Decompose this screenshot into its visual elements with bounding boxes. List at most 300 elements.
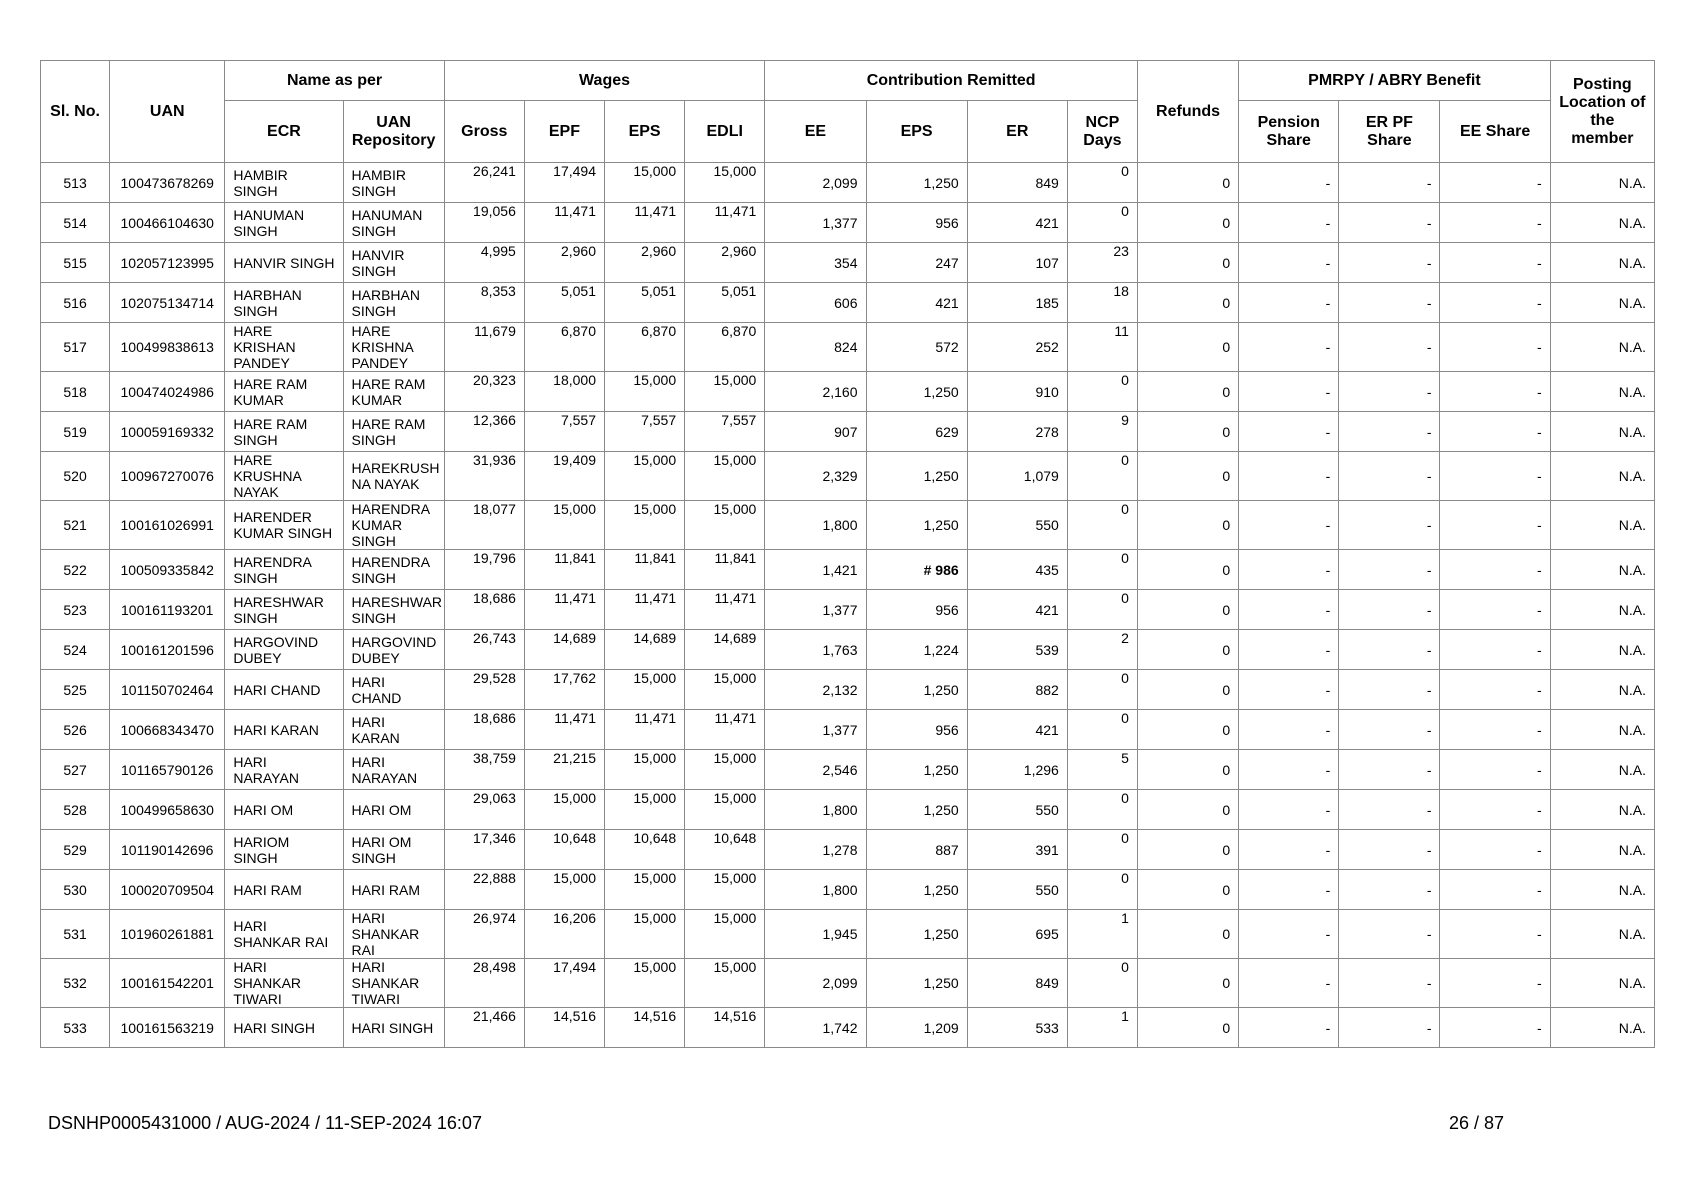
cell-uan: 100499838613	[110, 323, 225, 372]
cell-er-pf-share: -	[1339, 243, 1440, 283]
cell-uan: 100509335842	[110, 550, 225, 590]
cell-sl-no: 532	[41, 959, 110, 1008]
cell-sl-no: 529	[41, 830, 110, 870]
cell-er-pf-share: -	[1339, 670, 1440, 710]
cell-uan-repository-name: HARI KARAN	[343, 710, 444, 750]
table-row	[41, 790, 1655, 830]
cell-er: 252	[967, 323, 1067, 372]
document-reference: DSNHP0005431000 / AUG-2024 / 11-SEP-2024 16:07	[48, 1113, 482, 1133]
cell-ncp-days: 0	[1067, 372, 1137, 412]
cell-refunds: 0	[1137, 243, 1238, 283]
cell-er-pf-share: -	[1339, 550, 1440, 590]
cell-sl-no: 521	[41, 501, 110, 550]
cell-ecr-name: HANVIR SINGH	[225, 243, 343, 283]
cell-posting-location: N.A.	[1550, 501, 1654, 550]
cell-refunds: 0	[1137, 323, 1238, 372]
cell-edli: 5,051	[685, 283, 765, 323]
col-ncp-days: NCP Days	[1067, 101, 1137, 163]
cell-pension-share: -	[1239, 790, 1339, 830]
cell-er: 550	[967, 870, 1067, 910]
cell-epf: 11,841	[524, 550, 604, 590]
cell-contrib-eps: 1,224	[866, 630, 967, 670]
cell-ncp-days: 0	[1067, 959, 1137, 1008]
cell-sl-no: 526	[41, 710, 110, 750]
cell-ee: 1,945	[765, 910, 866, 959]
table-row	[41, 412, 1655, 452]
table-row	[41, 203, 1655, 243]
cell-uan: 101960261881	[110, 910, 225, 959]
cell-er: 849	[967, 163, 1067, 203]
cell-er-pf-share: -	[1339, 959, 1440, 1008]
cell-pension-share: -	[1239, 203, 1339, 243]
cell-uan: 101165790126	[110, 750, 225, 790]
cell-pension-share: -	[1239, 830, 1339, 870]
cell-edli: 15,000	[685, 750, 765, 790]
cell-gross: 4,995	[444, 243, 524, 283]
cell-er-pf-share: -	[1339, 1008, 1440, 1048]
col-ee: EE	[765, 101, 866, 163]
cell-eps: 11,841	[605, 550, 685, 590]
cell-ee-share: -	[1440, 412, 1550, 452]
cell-edli: 15,000	[685, 959, 765, 1008]
cell-er-pf-share: -	[1339, 203, 1440, 243]
cell-epf: 5,051	[524, 283, 604, 323]
cell-uan-repository-name: HARGOVIND DUBEY	[343, 630, 444, 670]
cell-ee-share: -	[1440, 590, 1550, 630]
cell-ee-share: -	[1440, 283, 1550, 323]
cell-er-pf-share: -	[1339, 283, 1440, 323]
table-row	[41, 283, 1655, 323]
cell-refunds: 0	[1137, 1008, 1238, 1048]
cell-er: 421	[967, 710, 1067, 750]
cell-gross: 31,936	[444, 452, 524, 501]
cell-posting-location: N.A.	[1550, 412, 1654, 452]
cell-refunds: 0	[1137, 283, 1238, 323]
cell-er: 550	[967, 501, 1067, 550]
cell-ee: 1,278	[765, 830, 866, 870]
cell-ee: 907	[765, 412, 866, 452]
cell-uan: 102075134714	[110, 283, 225, 323]
cell-ee: 1,421	[765, 550, 866, 590]
cell-gross: 29,528	[444, 670, 524, 710]
cell-epf: 14,516	[524, 1008, 604, 1048]
group-pmrpy: PMRPY / ABRY Benefit	[1239, 61, 1551, 101]
cell-uan-repository-name: HAMBIR SINGH	[343, 163, 444, 203]
cell-ee-share: -	[1440, 710, 1550, 750]
cell-sl-no: 517	[41, 323, 110, 372]
cell-uan: 100161026991	[110, 501, 225, 550]
cell-er-pf-share: -	[1339, 412, 1440, 452]
cell-er-pf-share: -	[1339, 590, 1440, 630]
cell-ee-share: -	[1440, 372, 1550, 412]
cell-eps: 15,000	[605, 372, 685, 412]
cell-gross: 20,323	[444, 372, 524, 412]
cell-uan: 100473678269	[110, 163, 225, 203]
cell-eps: 11,471	[605, 203, 685, 243]
cell-uan: 101190142696	[110, 830, 225, 870]
cell-sl-no: 516	[41, 283, 110, 323]
cell-refunds: 0	[1137, 670, 1238, 710]
cell-edli: 14,516	[685, 1008, 765, 1048]
table-row	[41, 372, 1655, 412]
page-number: 26 / 87	[1449, 1113, 1505, 1133]
cell-edli: 10,648	[685, 830, 765, 870]
cell-er: 539	[967, 630, 1067, 670]
cell-uan-repository-name: HARBHAN SINGH	[343, 283, 444, 323]
cell-ee: 1,763	[765, 630, 866, 670]
cell-eps: 15,000	[605, 870, 685, 910]
col-epf: EPF	[524, 101, 604, 163]
col-gross: Gross	[444, 101, 524, 163]
cell-ecr-name: HARI SHANKAR RAI	[225, 910, 343, 959]
cell-uan-repository-name: HARE RAM SINGH	[343, 412, 444, 452]
cell-eps: 15,000	[605, 910, 685, 959]
cell-ee: 824	[765, 323, 866, 372]
cell-ncp-days: 11	[1067, 323, 1137, 372]
cell-refunds: 0	[1137, 830, 1238, 870]
cell-ee: 2,132	[765, 670, 866, 710]
cell-posting-location: N.A.	[1550, 750, 1654, 790]
cell-ee: 1,377	[765, 590, 866, 630]
cell-ncp-days: 0	[1067, 452, 1137, 501]
cell-pension-share: -	[1239, 283, 1339, 323]
cell-ee: 2,329	[765, 452, 866, 501]
cell-posting-location: N.A.	[1550, 790, 1654, 830]
cell-ecr-name: HARI KARAN	[225, 710, 343, 750]
cell-ncp-days: 18	[1067, 283, 1137, 323]
cell-epf: 19,409	[524, 452, 604, 501]
cell-epf: 11,471	[524, 710, 604, 750]
cell-ecr-name: HARE KRUSHNA NAYAK	[225, 452, 343, 501]
cell-ncp-days: 1	[1067, 1008, 1137, 1048]
cell-sl-no: 518	[41, 372, 110, 412]
cell-sl-no: 525	[41, 670, 110, 710]
cell-er-pf-share: -	[1339, 830, 1440, 870]
cell-ee: 606	[765, 283, 866, 323]
cell-pension-share: -	[1239, 590, 1339, 630]
cell-refunds: 0	[1137, 710, 1238, 750]
cell-eps: 7,557	[605, 412, 685, 452]
cell-refunds: 0	[1137, 910, 1238, 959]
table-row	[41, 830, 1655, 870]
cell-pension-share: -	[1239, 710, 1339, 750]
cell-sl-no: 522	[41, 550, 110, 590]
cell-contrib-eps: 1,250	[866, 790, 967, 830]
table-row	[41, 550, 1655, 590]
cell-er-pf-share: -	[1339, 710, 1440, 750]
cell-edli: 2,960	[685, 243, 765, 283]
cell-gross: 21,466	[444, 1008, 524, 1048]
cell-er-pf-share: -	[1339, 452, 1440, 501]
cell-posting-location: N.A.	[1550, 630, 1654, 670]
cell-ncp-days: 5	[1067, 750, 1137, 790]
cell-refunds: 0	[1137, 790, 1238, 830]
cell-epf: 16,206	[524, 910, 604, 959]
cell-refunds: 0	[1137, 590, 1238, 630]
cell-uan-repository-name: HARE KRISHNA PANDEY	[343, 323, 444, 372]
cell-edli: 11,471	[685, 590, 765, 630]
cell-er: 882	[967, 670, 1067, 710]
cell-uan-repository-name: HANUMAN SINGH	[343, 203, 444, 243]
cell-refunds: 0	[1137, 501, 1238, 550]
cell-ee-share: -	[1440, 501, 1550, 550]
col-ecr: ECR	[225, 101, 343, 163]
cell-epf: 2,960	[524, 243, 604, 283]
cell-contrib-eps: 421	[866, 283, 967, 323]
table-row	[41, 630, 1655, 670]
cell-er: 1,296	[967, 750, 1067, 790]
cell-refunds: 0	[1137, 959, 1238, 1008]
cell-ee-share: -	[1440, 163, 1550, 203]
cell-epf: 17,494	[524, 959, 604, 1008]
cell-contrib-eps: 1,250	[866, 163, 967, 203]
cell-epf: 15,000	[524, 501, 604, 550]
col-pension-share: Pension Share	[1239, 101, 1339, 163]
cell-contrib-eps: 887	[866, 830, 967, 870]
cell-ee: 1,742	[765, 1008, 866, 1048]
cell-ncp-days: 1	[1067, 910, 1137, 959]
table-row	[41, 163, 1655, 203]
cell-ncp-days: 0	[1067, 870, 1137, 910]
cell-ncp-days: 9	[1067, 412, 1137, 452]
table-row	[41, 710, 1655, 750]
cell-sl-no: 519	[41, 412, 110, 452]
cell-pension-share: -	[1239, 452, 1339, 501]
cell-edli: 15,000	[685, 372, 765, 412]
cell-ecr-name: HARIOM SINGH	[225, 830, 343, 870]
cell-ncp-days: 0	[1067, 670, 1137, 710]
cell-uan-repository-name: HAREKRUSH NA NAYAK	[343, 452, 444, 501]
cell-er: 910	[967, 372, 1067, 412]
cell-eps: 11,471	[605, 590, 685, 630]
cell-uan-repository-name: HARI OM SINGH	[343, 830, 444, 870]
cell-edli: 15,000	[685, 870, 765, 910]
cell-posting-location: N.A.	[1550, 590, 1654, 630]
cell-uan: 100668343470	[110, 710, 225, 750]
cell-eps: 14,516	[605, 1008, 685, 1048]
cell-contrib-eps: 247	[866, 243, 967, 283]
cell-er: 849	[967, 959, 1067, 1008]
cell-posting-location: N.A.	[1550, 283, 1654, 323]
cell-ecr-name: HARESHWAR SINGH	[225, 590, 343, 630]
cell-eps: 15,000	[605, 163, 685, 203]
cell-uan: 100059169332	[110, 412, 225, 452]
cell-uan: 100161563219	[110, 1008, 225, 1048]
cell-er: 533	[967, 1008, 1067, 1048]
cell-ee: 2,099	[765, 163, 866, 203]
cell-uan: 100466104630	[110, 203, 225, 243]
col-refunds: Refunds	[1137, 61, 1238, 163]
cell-epf: 17,762	[524, 670, 604, 710]
cell-posting-location: N.A.	[1550, 1008, 1654, 1048]
cell-posting-location: N.A.	[1550, 710, 1654, 750]
cell-er: 421	[967, 203, 1067, 243]
cell-edli: 15,000	[685, 910, 765, 959]
cell-ncp-days: 0	[1067, 790, 1137, 830]
cell-ncp-days: 0	[1067, 203, 1137, 243]
cell-epf: 7,557	[524, 412, 604, 452]
cell-posting-location: N.A.	[1550, 910, 1654, 959]
cell-epf: 15,000	[524, 790, 604, 830]
cell-eps: 5,051	[605, 283, 685, 323]
cell-er-pf-share: -	[1339, 750, 1440, 790]
col-ee-share: EE Share	[1440, 101, 1550, 163]
cell-edli: 15,000	[685, 670, 765, 710]
cell-pension-share: -	[1239, 870, 1339, 910]
cell-posting-location: N.A.	[1550, 243, 1654, 283]
cell-posting-location: N.A.	[1550, 870, 1654, 910]
cell-ee-share: -	[1440, 830, 1550, 870]
cell-uan: 100499658630	[110, 790, 225, 830]
cell-er-pf-share: -	[1339, 163, 1440, 203]
cell-posting-location: N.A.	[1550, 163, 1654, 203]
cell-er-pf-share: -	[1339, 870, 1440, 910]
cell-gross: 38,759	[444, 750, 524, 790]
cell-ee: 2,099	[765, 959, 866, 1008]
col-eps: EPS	[605, 101, 685, 163]
cell-sl-no: 523	[41, 590, 110, 630]
cell-contrib-eps: 1,250	[866, 750, 967, 790]
table-row	[41, 590, 1655, 630]
cell-uan: 100020709504	[110, 870, 225, 910]
col-sl-no: Sl. No.	[41, 61, 110, 163]
cell-pension-share: -	[1239, 630, 1339, 670]
cell-eps: 15,000	[605, 959, 685, 1008]
col-er-pf-share: ER PF Share	[1339, 101, 1440, 163]
table-row	[41, 452, 1655, 501]
cell-gross: 29,063	[444, 790, 524, 830]
cell-gross: 26,974	[444, 910, 524, 959]
cell-eps: 10,648	[605, 830, 685, 870]
cell-sl-no: 533	[41, 1008, 110, 1048]
cell-contrib-eps: 956	[866, 710, 967, 750]
cell-er-pf-share: -	[1339, 501, 1440, 550]
cell-contrib-eps: 1,250	[866, 372, 967, 412]
cell-refunds: 0	[1137, 750, 1238, 790]
cell-gross: 8,353	[444, 283, 524, 323]
cell-contrib-eps: 1,250	[866, 910, 967, 959]
cell-refunds: 0	[1137, 163, 1238, 203]
cell-pension-share: -	[1239, 670, 1339, 710]
col-posting-location: Posting Location of the member	[1550, 61, 1654, 163]
col-uan-repository: UAN Repository	[343, 101, 444, 163]
cell-ee-share: -	[1440, 1008, 1550, 1048]
cell-refunds: 0	[1137, 452, 1238, 501]
cell-ee-share: -	[1440, 452, 1550, 501]
cell-eps: 15,000	[605, 790, 685, 830]
cell-pension-share: -	[1239, 372, 1339, 412]
table-row	[41, 243, 1655, 283]
cell-eps: 6,870	[605, 323, 685, 372]
cell-edli: 11,471	[685, 203, 765, 243]
cell-edli: 15,000	[685, 163, 765, 203]
cell-er-pf-share: -	[1339, 790, 1440, 830]
cell-contrib-eps: # 986	[866, 550, 967, 590]
cell-epf: 11,471	[524, 203, 604, 243]
cell-ecr-name: HARE RAM KUMAR	[225, 372, 343, 412]
cell-pension-share: -	[1239, 550, 1339, 590]
cell-ncp-days: 23	[1067, 243, 1137, 283]
cell-pension-share: -	[1239, 959, 1339, 1008]
cell-uan-repository-name: HARESHWAR SINGH	[343, 590, 444, 630]
cell-gross: 22,888	[444, 870, 524, 910]
cell-ecr-name: HARBHAN SINGH	[225, 283, 343, 323]
cell-ecr-name: HARI SINGH	[225, 1008, 343, 1048]
table-row	[41, 870, 1655, 910]
cell-ncp-days: 0	[1067, 501, 1137, 550]
cell-contrib-eps: 1,250	[866, 501, 967, 550]
cell-refunds: 0	[1137, 372, 1238, 412]
cell-posting-location: N.A.	[1550, 452, 1654, 501]
cell-gross: 17,346	[444, 830, 524, 870]
cell-er-pf-share: -	[1339, 323, 1440, 372]
cell-uan-repository-name: HARENDRA KUMAR SINGH	[343, 501, 444, 550]
cell-edli: 15,000	[685, 501, 765, 550]
cell-uan-repository-name: HARI SINGH	[343, 1008, 444, 1048]
cell-uan: 100161542201	[110, 959, 225, 1008]
cell-edli: 6,870	[685, 323, 765, 372]
cell-epf: 6,870	[524, 323, 604, 372]
cell-ee: 2,160	[765, 372, 866, 412]
cell-uan: 101150702464	[110, 670, 225, 710]
cell-er-pf-share: -	[1339, 630, 1440, 670]
cell-contrib-eps: 629	[866, 412, 967, 452]
cell-gross: 12,366	[444, 412, 524, 452]
cell-eps: 14,689	[605, 630, 685, 670]
cell-epf: 10,648	[524, 830, 604, 870]
cell-er: 185	[967, 283, 1067, 323]
cell-sl-no: 524	[41, 630, 110, 670]
cell-edli: 15,000	[685, 452, 765, 501]
table-body	[41, 163, 1655, 1048]
cell-ee: 1,377	[765, 203, 866, 243]
cell-gross: 26,743	[444, 630, 524, 670]
cell-refunds: 0	[1137, 630, 1238, 670]
cell-ee-share: -	[1440, 910, 1550, 959]
cell-ee-share: -	[1440, 630, 1550, 670]
cell-pension-share: -	[1239, 910, 1339, 959]
cell-refunds: 0	[1137, 412, 1238, 452]
cell-eps: 15,000	[605, 501, 685, 550]
cell-gross: 28,498	[444, 959, 524, 1008]
col-er: ER	[967, 101, 1067, 163]
col-uan: UAN	[110, 61, 225, 163]
cell-uan-repository-name: HARI NARAYAN	[343, 750, 444, 790]
cell-edli: 7,557	[685, 412, 765, 452]
cell-ee: 2,546	[765, 750, 866, 790]
cell-ecr-name: HARI RAM	[225, 870, 343, 910]
cell-gross: 19,796	[444, 550, 524, 590]
cell-sl-no: 530	[41, 870, 110, 910]
cell-ncp-days: 0	[1067, 163, 1137, 203]
cell-pension-share: -	[1239, 1008, 1339, 1048]
cell-uan: 100474024986	[110, 372, 225, 412]
cell-ee-share: -	[1440, 670, 1550, 710]
cell-gross: 19,056	[444, 203, 524, 243]
table-header	[41, 61, 1655, 163]
cell-ee: 1,800	[765, 501, 866, 550]
cell-er: 278	[967, 412, 1067, 452]
cell-contrib-eps: 1,250	[866, 670, 967, 710]
table-row	[41, 959, 1655, 1008]
cell-edli: 15,000	[685, 790, 765, 830]
cell-ee-share: -	[1440, 243, 1550, 283]
cell-ee-share: -	[1440, 203, 1550, 243]
cell-epf: 15,000	[524, 870, 604, 910]
cell-refunds: 0	[1137, 203, 1238, 243]
cell-er-pf-share: -	[1339, 372, 1440, 412]
cell-uan-repository-name: HARI OM	[343, 790, 444, 830]
